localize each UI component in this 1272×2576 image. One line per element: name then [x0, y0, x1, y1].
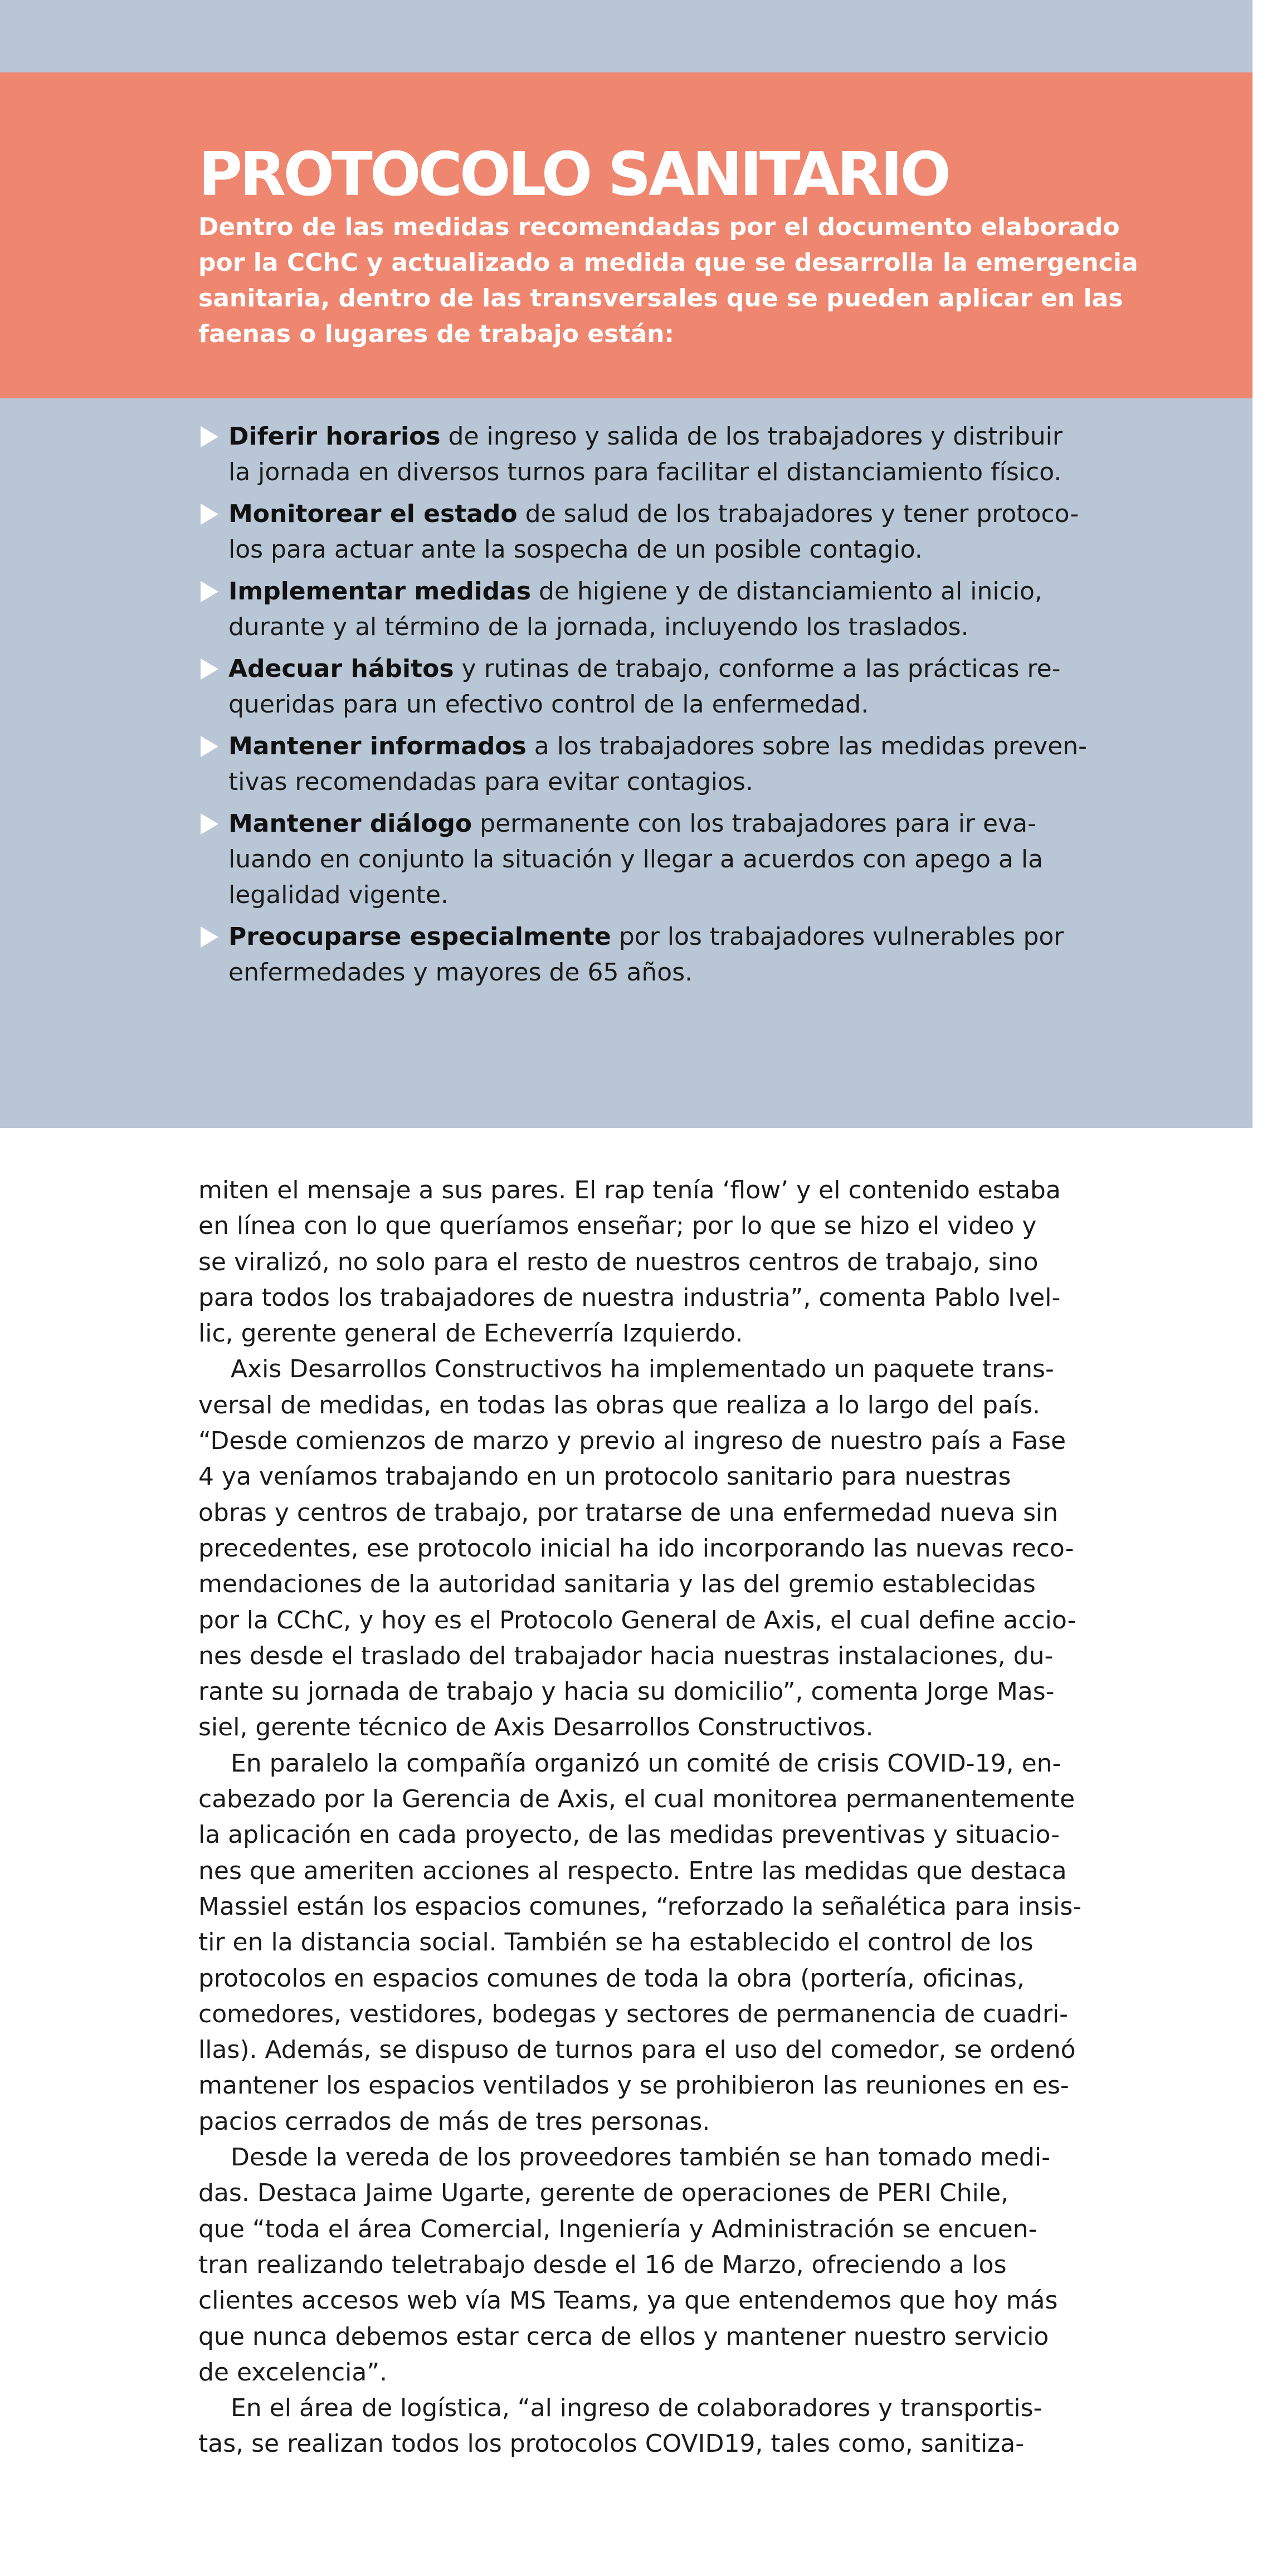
article-line: nes que ameriten acciones al respecto. Entre las medidas que destaca	[198, 1856, 1067, 1885]
article-line: das. Destaca Jaime Ugarte, gerente de operaciones de PERI Chile,	[198, 2179, 1009, 2208]
article-line: en línea con lo que queríamos enseñar; por lo que se hizo el video y	[198, 1212, 1037, 1241]
article-line: precedentes, ese protocolo inicial ha ido incorporando las nuevas reco-	[198, 1534, 1074, 1563]
measure-line: legalidad vigente.	[228, 881, 449, 909]
article-line: tran realizando teletrabajo desde el 16 de Marzo, ofreciendo a los	[198, 2250, 1007, 2279]
article-line: obras y centros de trabajo, por tratarse de una enfermedad nueva sin	[198, 1498, 1059, 1527]
article-line: lic, gerente general de Echeverría Izquierdo.	[198, 1319, 743, 1348]
measure-text: y rutinas de trabajo, conforme a las prácticas re-	[454, 655, 1061, 683]
article-line: clientes accesos web vía MS Teams, ya que entendemos que hoy más	[198, 2286, 1058, 2315]
article-body	[198, 1173, 1179, 2462]
measure-item	[198, 729, 1087, 800]
measure-line: los para actuar ante la sospecha de un posible contagio.	[228, 535, 923, 564]
bullet-arrow-icon	[201, 736, 218, 757]
measure-first-line	[228, 919, 1087, 955]
article-line: comedores, vestidores, bodegas y sectores de permanencia de cuadri-	[198, 1999, 1069, 2028]
measure-first-line	[228, 729, 1087, 764]
measure-text: a los trabajadores sobre las medidas preven-	[526, 732, 1088, 760]
article-line: rante su jornada de trabajo y hacia su domicilio”, comenta Jorge Mas-	[198, 1677, 1055, 1706]
measure-text: de ingreso y salida de los trabajadores y distribuir	[440, 422, 1063, 451]
article-line: En paralelo la compañía organizó un comité de crisis COVID-19, en-	[231, 1749, 1061, 1778]
intro-line: sanitaria, dentro de las transversales que se pueden aplicar en las	[198, 284, 1123, 313]
measure-item	[198, 806, 1087, 913]
article-line: Axis Desarrollos Constructivos ha implementado un paquete trans-	[231, 1355, 1054, 1384]
article-line: para todos los trabajadores de nuestra industria”, comenta Pablo Ivel-	[198, 1283, 1061, 1312]
section-intro	[198, 209, 1138, 352]
bullet-arrow-icon	[201, 581, 218, 602]
top-color-band	[0, 0, 1252, 72]
measure-item	[198, 419, 1087, 490]
measure-keyword: Adecuar hábitos	[228, 655, 454, 683]
article-line: se viralizó, no solo para el resto de nuestros centros de trabajo, sino	[198, 1247, 1039, 1276]
measure-keyword: Preocuparse especialmente	[228, 923, 611, 951]
article-line: Desde la vereda de los proveedores también se han tomado medi-	[231, 2143, 1051, 2172]
measure-line: la jornada en diversos turnos para facilitar el distanciamiento físico.	[228, 458, 1062, 486]
article-line: siel, gerente técnico de Axis Desarrollos Constructivos.	[198, 1713, 874, 1742]
article-line: llas). Además, se dispuso de turnos para el uso del comedor, se ordenó	[198, 2036, 1076, 2065]
article-line: cabezado por la Gerencia de Axis, el cual monitorea permanentemente	[198, 1785, 1075, 1814]
article-line: miten el mensaje a sus pares. El rap tenía ‘flow’ y el contenido estaba	[198, 1176, 1061, 1204]
measure-item	[198, 574, 1087, 645]
measure-item	[198, 651, 1087, 723]
article-line: Massiel están los espacios comunes, “reforzado la señalética para insis-	[198, 1892, 1082, 1921]
article-line: pacios cerrados de más de tres personas.	[198, 2107, 710, 2136]
measure-keyword: Implementar medidas	[228, 577, 532, 606]
article-line: la aplicación en cada proyecto, de las medidas preventivas y situacio-	[198, 1821, 1060, 1850]
article-line: nes desde el traslado del trabajador hacia nuestras instalaciones, du-	[198, 1641, 1054, 1670]
measure-first-line	[228, 806, 1087, 842]
measure-item	[198, 919, 1087, 991]
measure-line: durante y al término de la jornada, incluyendo los traslados.	[228, 613, 969, 641]
bullet-arrow-icon	[201, 813, 218, 835]
article-line: mendaciones de la autoridad sanitaria y las del gremio establecidas	[198, 1570, 1036, 1599]
intro-line: Dentro de las medidas recomendadas por el documento elaborado	[198, 213, 1120, 241]
bullet-arrow-icon	[201, 504, 218, 525]
article-line: mantener los espacios ventilados y se prohibieron las reuniones en es-	[198, 2071, 1069, 2100]
article-line: que nunca debemos estar cerca de ellos y mantener nuestro servicio	[198, 2322, 1049, 2351]
measure-keyword: Mantener diálogo	[228, 809, 472, 838]
measure-item	[198, 496, 1087, 568]
section-title: PROTOCOLO SANITARIO	[198, 140, 949, 209]
bullet-arrow-icon	[201, 658, 218, 680]
article-line: protocolos en espacios comunes de toda la obra (portería, oficinas,	[198, 1964, 1025, 1993]
article-line: 4 ya veníamos trabajando en un protocolo sanitario para nuestras	[198, 1462, 1011, 1491]
bullet-arrow-icon	[201, 426, 218, 447]
article-line: tas, se realizan todos los protocolos COVID19, tales como, sanitiza-	[198, 2429, 1025, 2458]
article-line: tir en la distancia social. También se ha establecido el control de los	[198, 1928, 1034, 1957]
measure-text: por los trabajadores vulnerables por	[611, 923, 1064, 951]
article-line: “Desde comienzos de marzo y previo al ingreso de nuestro país a Fase	[198, 1427, 1066, 1456]
article-line: que “toda el área Comercial, Ingeniería y Administración se encuen-	[198, 2214, 1037, 2243]
article-line: de excelencia”.	[198, 2358, 388, 2387]
intro-line: por la CChC y actualizado a medida que se desarrolla la emergencia	[198, 248, 1138, 277]
article-line: En el área de logística, “al ingreso de colaboradores y transportis-	[231, 2394, 1042, 2423]
measure-line: enfermedades y mayores de 65 años.	[228, 958, 693, 987]
measure-first-line	[228, 574, 1087, 609]
measures-list	[198, 419, 1087, 997]
measure-keyword: Mantener informados	[228, 732, 527, 760]
intro-line: faenas o lugares de trabajo están:	[198, 320, 674, 348]
measure-text: permanente con los trabajadores para ir eva-	[472, 809, 1037, 838]
measure-line: luando en conjunto la situación y llegar a acuerdos con apego a la	[228, 845, 1044, 874]
article-line: versal de medidas, en todas las obras que realiza a lo largo del país.	[198, 1391, 1041, 1419]
article-line: por la CChC, y hoy es el Protocolo General de Axis, el cual define accio-	[198, 1606, 1076, 1635]
measure-first-line	[228, 419, 1087, 455]
measure-first-line	[228, 496, 1087, 532]
measure-line: tivas recomendadas para evitar contagios.	[228, 768, 753, 796]
measure-first-line	[228, 651, 1087, 687]
measure-line: queridas para un efectivo control de la enfermedad.	[228, 690, 869, 719]
measure-text: de salud de los trabajadores y tener protoco-	[517, 500, 1079, 528]
measure-keyword: Diferir horarios	[228, 422, 441, 451]
bullet-arrow-icon	[201, 926, 218, 948]
measure-keyword: Monitorear el estado	[228, 500, 518, 528]
measure-text: de higiene y de distanciamiento al inicio,	[531, 577, 1042, 606]
